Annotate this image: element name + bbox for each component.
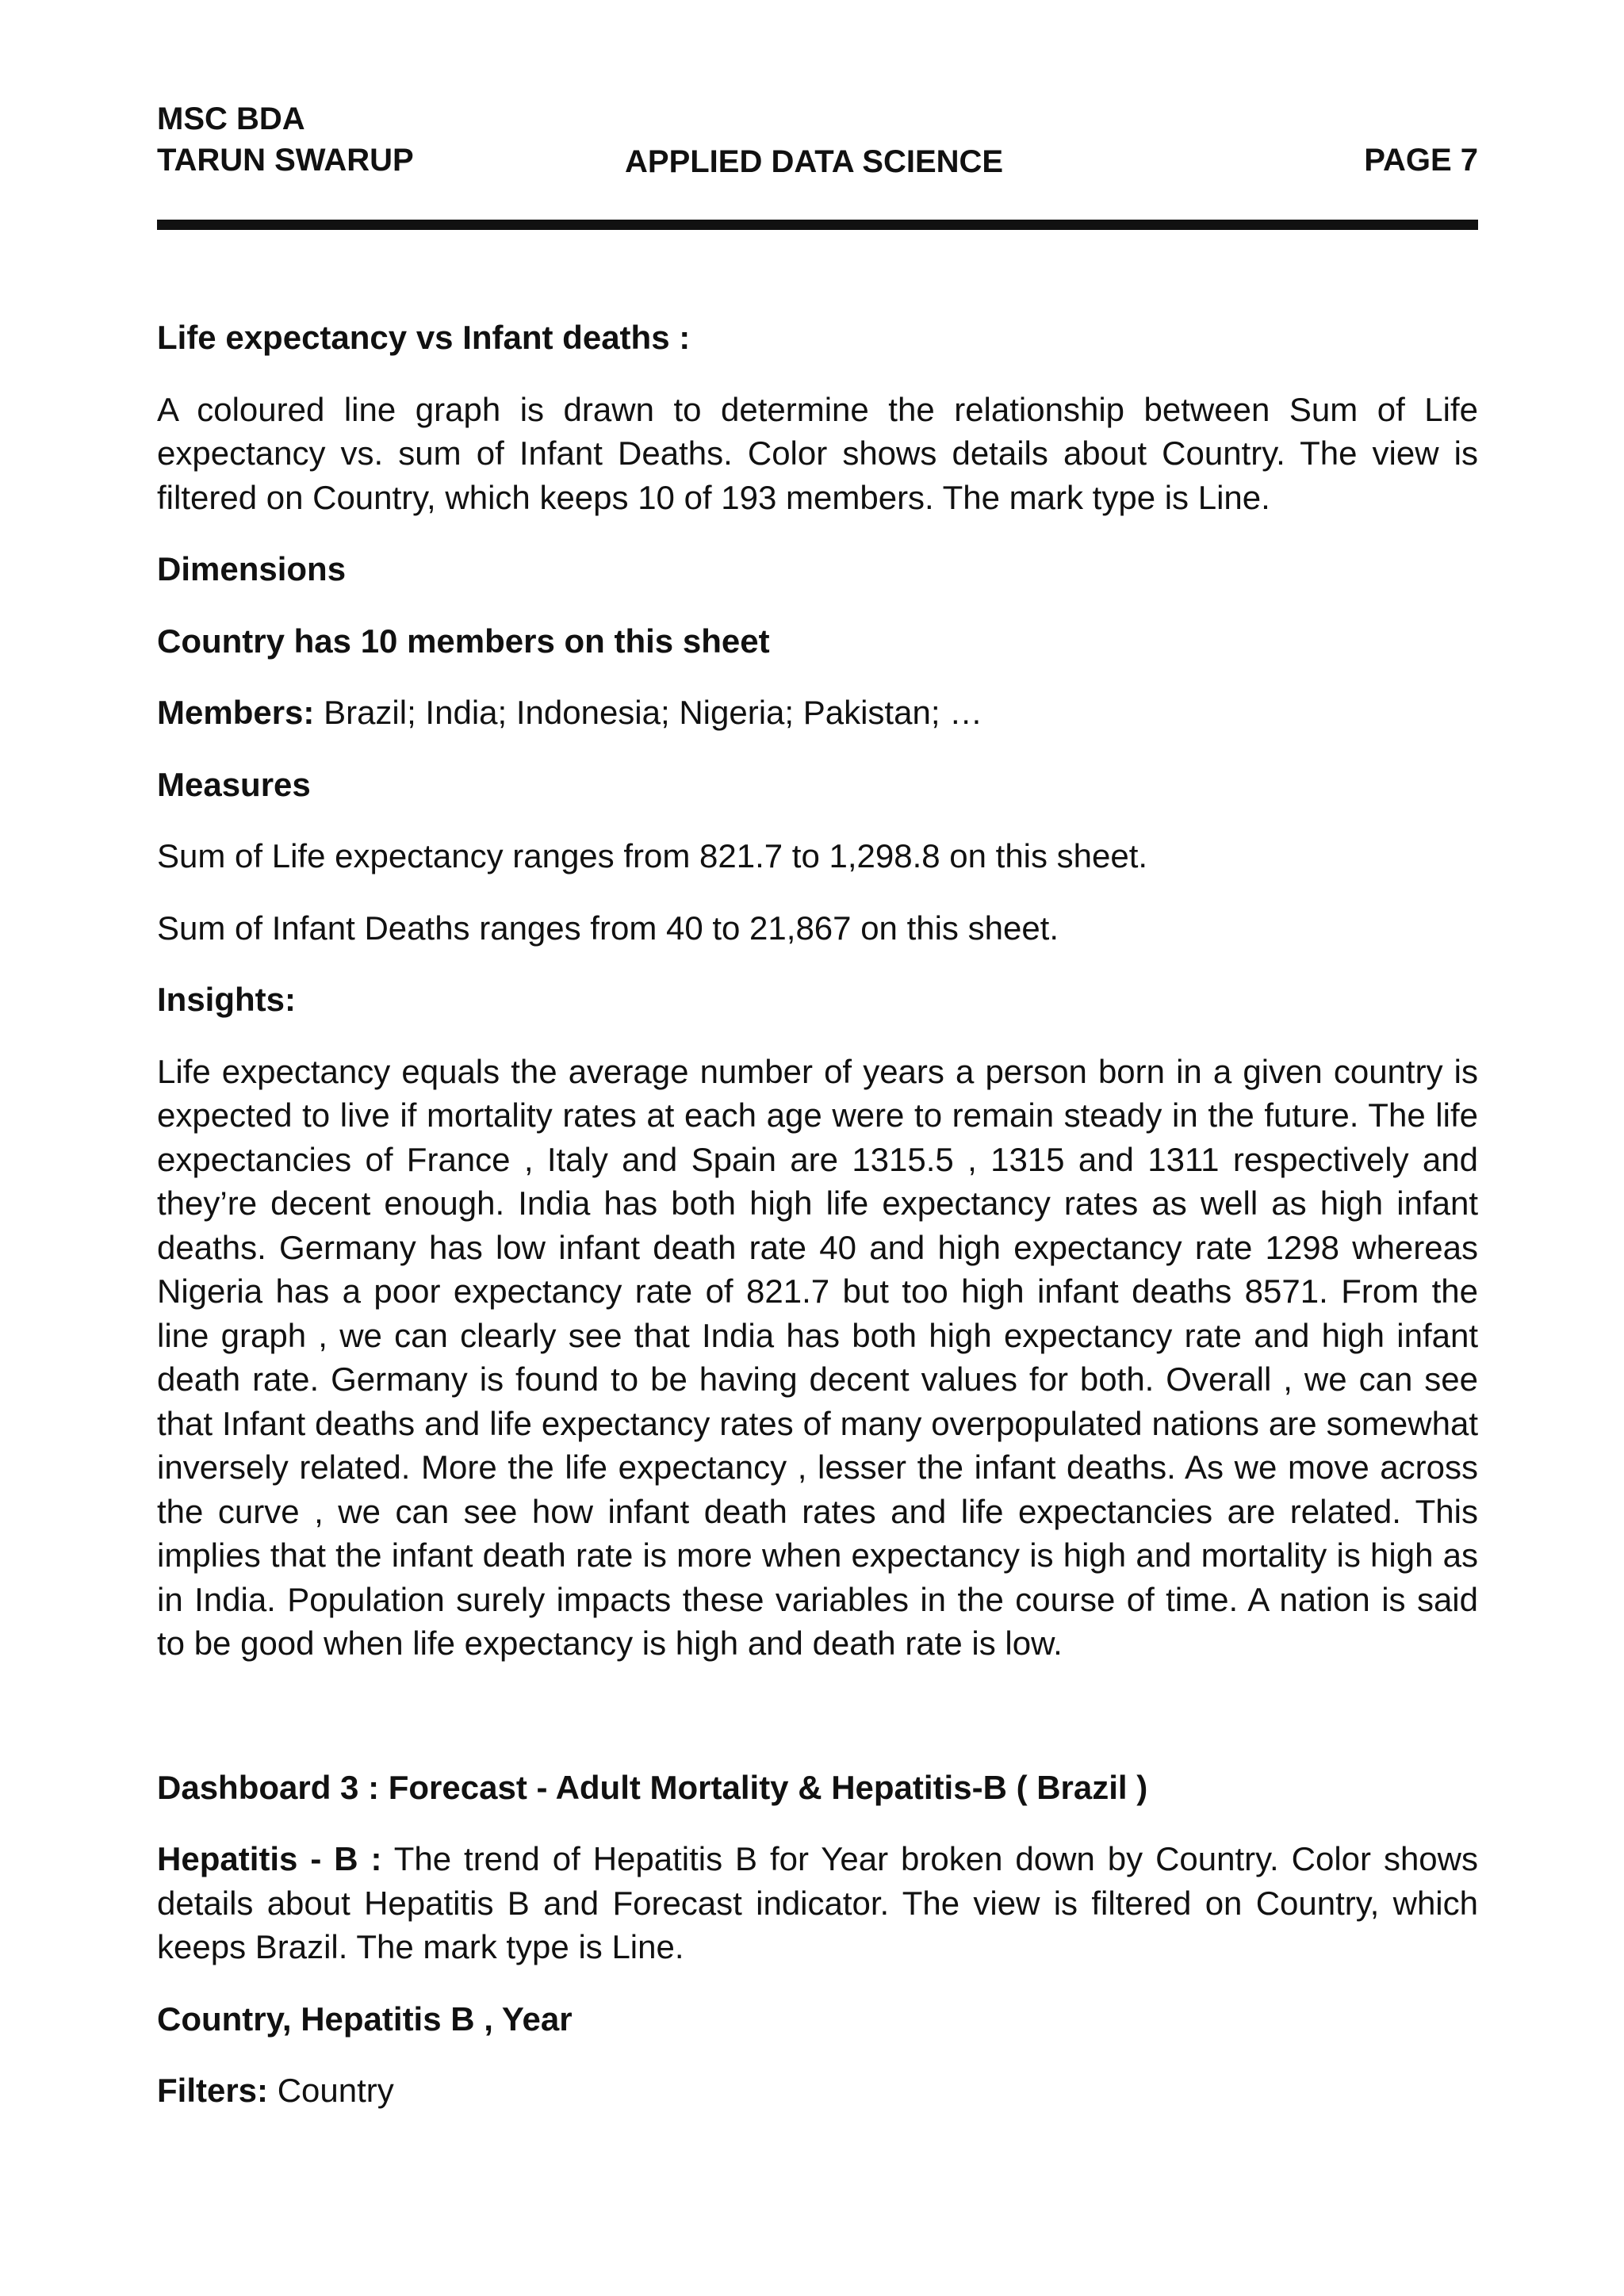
insights-heading: Insights: — [157, 981, 296, 1018]
dashboard3-heading: Dashboard 3 : Forecast - Adult Mortality & Hepatitis-B ( Brazil ) — [157, 1768, 1148, 1806]
insights-paragraph: Life expectancy equals the average number of years a person born in a given country is expected to live if mortality rates at each age were to remain steady in the future. The life expectancies of France , Italy and Spain are 1315.5 , 1315 and 1311 respectively and they’re decent enough. India has both high life expectancy rates as well as high infant deaths. Germany has low infant death rate 40 and high expectancy rate 1298 whereas Nigeria has a poor expectancy rate of 821.7 but too high infant deaths 8571. From the line graph , we can clearly see that India has both high expectancy rate and high infant death rate. Germany is found to be having decent values for both. Overall , we can see that Infant deaths and life expectancy rates of many overpopulated nations are somewhat inversely related. More the life expectancy , lesser the infant deaths. As we move across the curve , we can see how infant death rates and life expectancies are related. This implies that the infant death rate is more when expectancy is high and mortality is high as in India. Population surely impacts these variables in the course of time. A nation is said to be good when life expectancy is high and death rate is low. — [157, 1052, 1478, 1662]
members-line — [157, 691, 1478, 735]
document-body — [157, 316, 1478, 2113]
filters-line — [157, 2068, 1478, 2113]
hepatitis-paragraph — [157, 1837, 1478, 1969]
author-name: TARUN SWARUP — [157, 143, 414, 178]
header-divider — [157, 220, 1478, 230]
course-title: APPLIED DATA SCIENCE — [625, 144, 1004, 179]
hepatitis-text: The trend of Hepatitis B for Year broken down by Country. Color shows details about Hepatitis B and Forecast indicator. The view is filtered on Country, which keeps Brazil. The mark type is Line. — [157, 1840, 1478, 1965]
filters-label: Filters: — [157, 2072, 269, 2109]
section-heading-life-expectancy: Life expectancy vs Infant deaths : — [157, 319, 691, 356]
fields-heading: Country, Hepatitis B , Year — [157, 1999, 573, 2038]
filters-value: Country — [268, 2072, 394, 2109]
measures-heading: Measures — [157, 765, 311, 803]
measure-infant-deaths: Sum of Infant Deaths ranges from 40 to 21,867 on this sheet. — [157, 909, 1059, 947]
members-label: Members: — [157, 694, 315, 731]
hepatitis-label: Hepatitis - B : — [157, 1840, 382, 1877]
dimensions-heading: Dimensions — [157, 550, 347, 587]
program-label: MSC BDA — [157, 101, 305, 136]
intro-paragraph: A coloured line graph is drawn to determine the relationship between Sum of Life expectancy vs. sum of Infant Deaths. Color shows details about Country. The view is filtered on Country, which keeps 10 of 193 members. The mark type is Line. — [157, 390, 1478, 516]
page-number: PAGE 7 — [1364, 143, 1478, 178]
members-value: Brazil; India; Indonesia; Nigeria; Pakistan; … — [314, 694, 983, 731]
country-members-heading: Country has 10 members on this sheet — [157, 622, 770, 660]
measure-life-expectancy: Sum of Life expectancy ranges from 821.7 to 1,298.8 on this sheet. — [157, 837, 1148, 874]
page-header — [157, 98, 1478, 186]
